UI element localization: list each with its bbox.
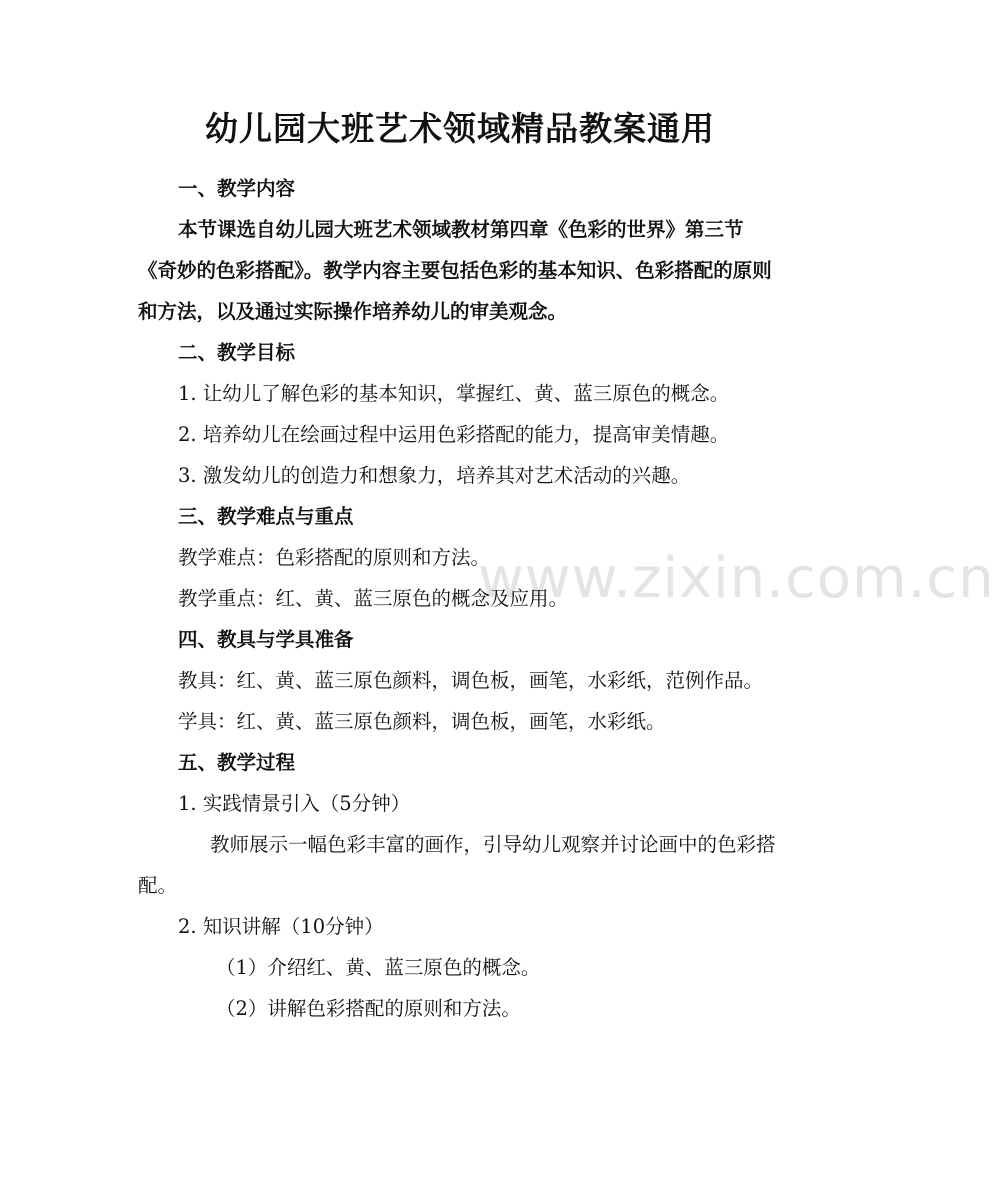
content-paragraph: 本节课选自幼儿园大班艺术领域教材第四章《色彩的世界》第三节《奇妙的色彩搭配》。教学内容主要包括色彩的基本知识、色彩搭配的原则和方法，以及通过实际操作培养幼儿的审美观念。 — [138, 218, 772, 323]
teacher-materials-paragraph: 教具：红、黄、蓝三原色颜料，调色板，画笔，水彩纸，范例作品。 — [178, 669, 764, 692]
document-body — [138, 168, 778, 1029]
process-step-1-body: 教师展示一幅色彩丰富的画作，引导幼儿观察并讨论画中的色彩搭配。 — [138, 833, 776, 897]
section-heading-objectives: 二、教学目标 — [178, 341, 296, 364]
document-title: 幼儿园大班艺术领域精品教案通用 — [205, 109, 715, 148]
key-point-paragraph: 教学重点：红、黄、蓝三原色的概念及应用。 — [178, 587, 569, 610]
objective-item-2: 2. 培养幼儿在绘画过程中运用色彩搭配的能力，提高审美情趣。 — [178, 423, 730, 446]
process-step-2-sub-2: （2）讲解色彩搭配的原则和方法。 — [216, 997, 521, 1020]
process-step-2: 2. 知识讲解（10分钟） — [178, 915, 384, 938]
section-heading-difficulty: 三、教学难点与重点 — [178, 505, 354, 528]
objective-item-1: 1. 让幼儿了解色彩的基本知识，掌握红、黄、蓝三原色的概念。 — [178, 382, 730, 405]
watermark: www.zixin.com.cn — [478, 546, 995, 611]
process-step-2-sub-1: （1）介绍红、黄、蓝三原色的概念。 — [216, 956, 541, 979]
section-heading-content: 一、教学内容 — [178, 177, 296, 200]
process-step-1: 1. 实践情景引入（5分钟） — [178, 792, 411, 815]
section-heading-process: 五、教学过程 — [178, 751, 296, 774]
student-materials-paragraph: 学具：红、黄、蓝三原色颜料，调色板，画笔，水彩纸。 — [178, 710, 666, 733]
difficulty-paragraph: 教学难点：色彩搭配的原则和方法。 — [178, 546, 491, 569]
section-heading-materials: 四、教具与学具准备 — [178, 628, 354, 651]
objective-item-3: 3. 激发幼儿的创造力和想象力，培养其对艺术活动的兴趣。 — [178, 464, 691, 487]
